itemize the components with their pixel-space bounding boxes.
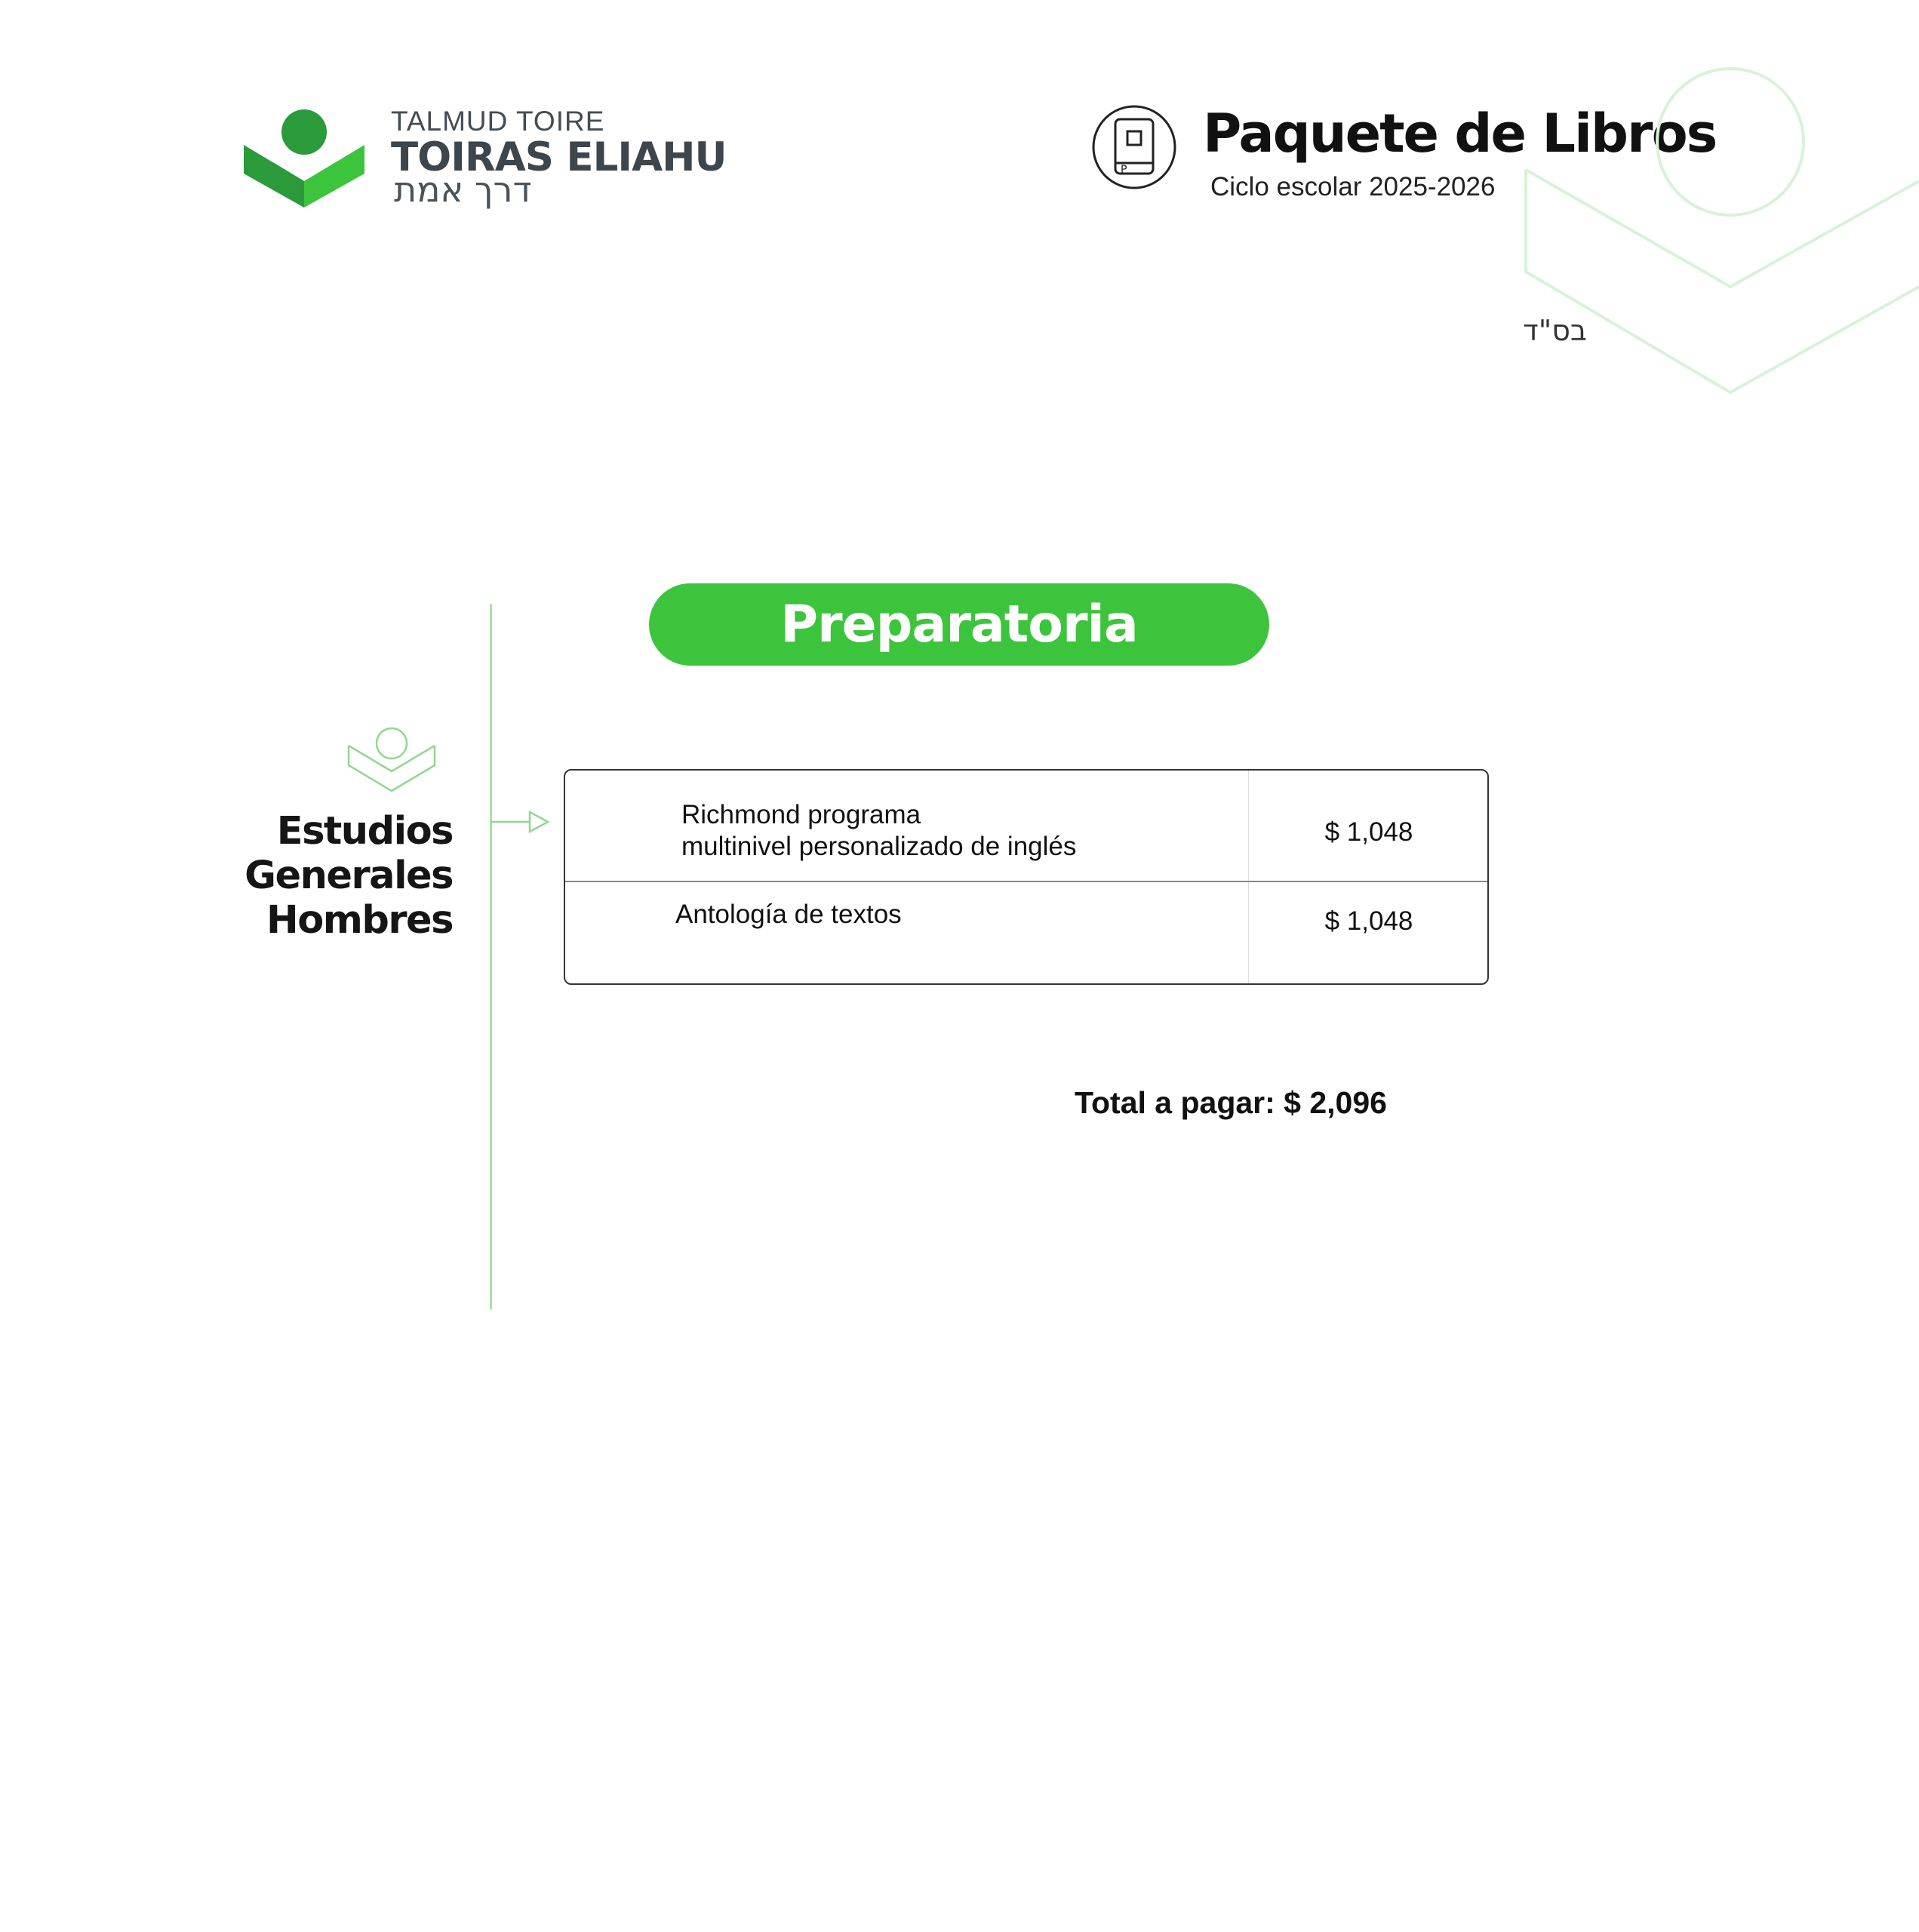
category-line-2: Generales xyxy=(244,854,453,898)
document-subtitle: Ciclo escolar 2025-2026 xyxy=(1210,172,1496,202)
item-price: $ 1,048 xyxy=(1324,817,1413,847)
arrow-right-icon xyxy=(491,809,551,835)
item-price: $ 1,048 xyxy=(1324,906,1413,936)
divider-line xyxy=(490,604,492,1309)
category-line-3: Hombres xyxy=(266,898,453,943)
item-description-line: Antología de textos xyxy=(675,900,902,929)
item-description-line: Richmond programa xyxy=(681,800,921,829)
table-row xyxy=(565,771,1487,882)
logo-line-1: TALMUD TOIRE xyxy=(391,106,605,137)
category-line-1: Estudios xyxy=(276,809,453,854)
item-description xyxy=(675,899,902,931)
category-label xyxy=(226,809,453,943)
book-icon xyxy=(1091,104,1177,190)
section-title: Preparatoria xyxy=(649,583,1269,666)
decorative-outline-icon xyxy=(1517,60,1919,400)
logo-hebrew: דרך אמת xyxy=(394,169,532,210)
school-logo-outline-icon xyxy=(344,724,439,800)
logo-line-2: TOIRAS ELIAHU xyxy=(391,134,727,180)
school-logo-icon xyxy=(241,106,370,211)
table-row xyxy=(565,882,1487,985)
item-description xyxy=(681,799,1076,863)
svg-text:P: P xyxy=(1121,164,1127,176)
document-title: Paquete de Libros xyxy=(1203,103,1717,165)
bsd-mark: בס"ד xyxy=(1523,314,1587,347)
books-table xyxy=(564,769,1489,985)
total-amount: Total a pagar: $ 2,096 xyxy=(1075,1085,1387,1120)
item-description-line: multinivel personalizado de inglés xyxy=(681,832,1077,861)
